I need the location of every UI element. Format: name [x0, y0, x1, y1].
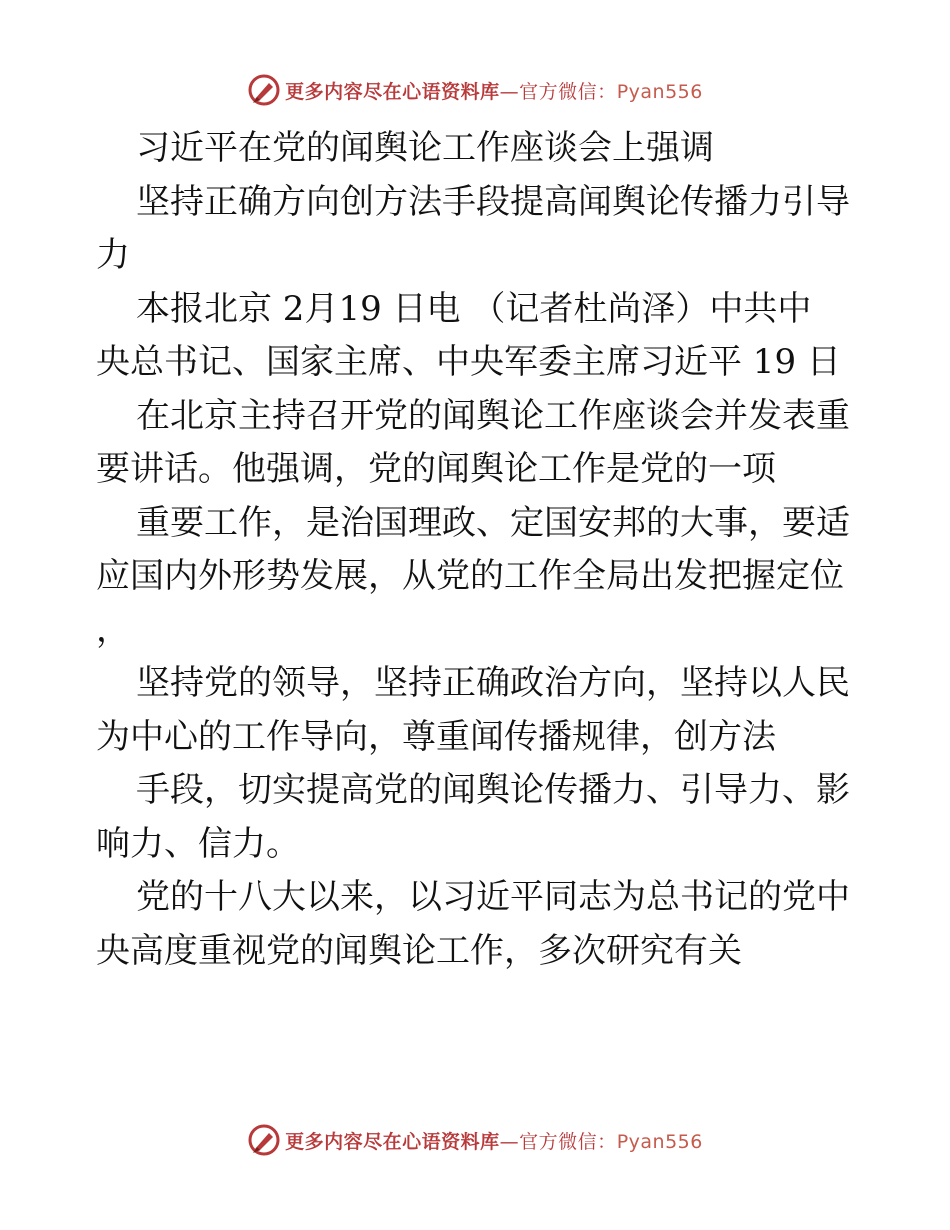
pen-logo-icon: [247, 1123, 281, 1157]
watermark-dash: —: [499, 1130, 520, 1153]
watermark-account: Pyan556: [616, 1130, 703, 1153]
text-line: ，: [96, 609, 130, 650]
pen-logo-icon: [247, 73, 281, 107]
text-line: 力: [96, 235, 130, 275]
watermark-text: [285, 77, 703, 104]
text-line: 在北京主持召开党的闻舆论工作座谈会并发表重: [136, 395, 850, 436]
text-line: 响力、信力。: [96, 823, 300, 864]
footer-watermark: [0, 1120, 950, 1160]
text-line: 重要工作，是治国理政、定国安邦的大事，要适: [136, 502, 850, 543]
text-line: 坚持正确方向创方法手段提高闻舆论传播力引导: [136, 181, 850, 222]
text-line: 手段，切实提高党的闻舆论传播力、引导力、影: [136, 770, 850, 810]
text-line: 本报北京 2月19 日电 （记者杜尚泽）中共中: [136, 288, 812, 329]
watermark-label: 官方微信：: [519, 1130, 617, 1153]
text-line: 要讲话。他强调，党的闻舆论工作是党的一项: [96, 449, 776, 489]
watermark-account: Pyan556: [616, 80, 703, 103]
watermark-label: 官方微信：: [519, 80, 617, 103]
document-body: [96, 122, 852, 978]
header-watermark: [0, 70, 950, 110]
watermark-dash: —: [499, 80, 520, 103]
text-line: 央总书记、国家主席、中央军委主席习近平 19 日: [96, 342, 841, 382]
text-line: 为中心的工作导向，尊重闻传播规律，创方法: [96, 716, 776, 757]
watermark-text: [285, 1127, 703, 1154]
watermark-brand: 更多内容尽在心语资料库: [285, 1130, 500, 1153]
text-line: 党的十八大以来，以习近平同志为总书记的党中: [136, 877, 850, 917]
text-line: 坚持党的领导，坚持正确政治方向，坚持以人民: [136, 663, 850, 703]
text-line: 习近平在党的闻舆论工作座谈会上强调: [136, 128, 714, 168]
watermark-brand: 更多内容尽在心语资料库: [285, 80, 500, 103]
text-line: 央高度重视党的闻舆论工作，多次研究有关: [96, 930, 742, 971]
text-line: 应国内外形势发展，从党的工作全局出发把握定位: [96, 556, 844, 596]
